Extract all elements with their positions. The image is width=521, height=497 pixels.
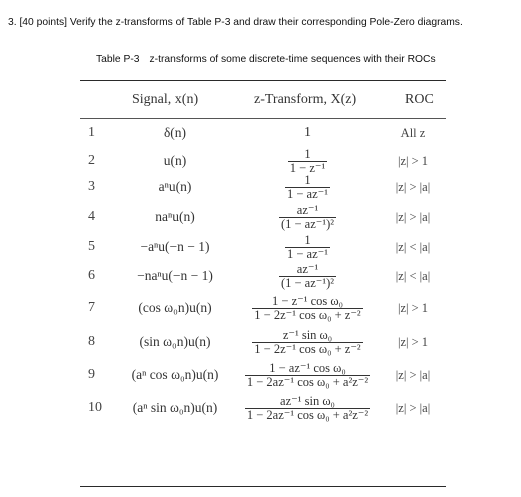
transform-denominator: 1 − 2z⁻¹ cos ω₀ + z⁻²	[254, 307, 361, 322]
transform-denominator: 1 − 2z⁻¹ cos ω₀ + z⁻²	[254, 341, 361, 356]
transform-denominator: (1 − az⁻¹)²	[280, 216, 335, 231]
signal-cell: (aⁿ cos ω₀n)u(n)	[131, 367, 219, 382]
transform-numerator: 1 − az⁻¹ cos ω₀	[269, 360, 346, 375]
roc-cell: |z| > 1	[397, 300, 429, 315]
transform-numerator: 1	[304, 232, 311, 247]
transform-fraction	[279, 263, 336, 290]
table-top-rule	[80, 80, 446, 81]
table-row	[80, 291, 446, 325]
transform-numerator: az⁻¹	[296, 202, 319, 217]
roc-cell: All z	[400, 125, 426, 140]
table-row	[80, 122, 446, 144]
transform-fraction	[285, 234, 330, 261]
transform-numerator: z⁻¹ sin ω₀	[282, 327, 333, 342]
transform-fraction	[245, 362, 370, 389]
row-number: 3	[88, 179, 95, 194]
transform-cell	[230, 202, 385, 232]
roc-cell: |z| > |a|	[395, 179, 431, 194]
signal-cell: naⁿu(n)	[155, 209, 195, 224]
signal-cell: (cos ω₀n)u(n)	[138, 300, 212, 315]
transform-fraction	[288, 148, 327, 175]
table-header-rule	[80, 118, 446, 119]
transform-cell	[230, 391, 385, 425]
transform-cell	[230, 325, 385, 359]
transform-cell	[230, 172, 385, 202]
roc-cell: |z| < |a|	[395, 239, 431, 254]
table-row	[80, 202, 446, 232]
transform-fraction	[279, 204, 336, 231]
transform-cell	[230, 232, 385, 262]
table-caption-text: z-transforms of some discrete-time sequences with their ROCs	[149, 54, 436, 65]
row-number: 7	[88, 300, 95, 315]
signal-cell: aⁿu(n)	[158, 179, 192, 194]
question-text: 3. [40 points] Verify the z-transforms of Table P-3 and draw their corresponding Pole-Zero diagrams.	[8, 17, 463, 28]
transform-cell	[230, 122, 385, 144]
transform-denominator: (1 − az⁻¹)²	[280, 275, 335, 290]
transform-fraction	[245, 395, 370, 422]
table-row	[80, 358, 446, 392]
transform-denominator: 1 − 2az⁻¹ cos ω₀ + a²z⁻²	[246, 407, 369, 422]
roc-cell: |z| > 1	[397, 153, 429, 168]
transform-numerator: az⁻¹ sin ω₀	[280, 393, 335, 408]
header-roc: ROC	[405, 92, 434, 107]
signal-cell: −aⁿu(−n − 1)	[140, 239, 210, 254]
signal-cell: (sin ω₀n)u(n)	[139, 334, 211, 349]
transform-denominator: 1 − 2az⁻¹ cos ω₀ + a²z⁻²	[246, 374, 369, 389]
transform-fraction	[252, 329, 362, 356]
row-number: 5	[88, 239, 95, 254]
transform-fraction	[285, 174, 330, 201]
table-row	[80, 172, 446, 202]
transform-numerator: az⁻¹	[296, 261, 319, 276]
header-signal: Signal, x(n)	[132, 92, 199, 107]
table-row	[80, 325, 446, 359]
transform-cell	[230, 291, 385, 325]
table-row	[80, 261, 446, 291]
row-number: 1	[88, 125, 95, 140]
transform-denominator: 1 − z⁻¹	[289, 160, 326, 175]
row-number: 10	[88, 400, 102, 415]
row-number: 2	[88, 153, 95, 168]
roc-cell: |z| > 1	[397, 334, 429, 349]
header-transform: z-Transform, X(z)	[254, 92, 357, 107]
row-number: 9	[88, 367, 95, 382]
roc-cell: |z| < |a|	[395, 268, 431, 283]
roc-cell: |z| > |a|	[395, 209, 431, 224]
table-bottom-rule	[80, 486, 446, 487]
roc-cell: |z| > |a|	[395, 400, 431, 415]
transform-numerator: 1	[304, 172, 311, 187]
transform-cell	[230, 261, 385, 291]
transform-numerator: 1 − z⁻¹ cos ω₀	[272, 293, 343, 308]
row-number: 8	[88, 334, 95, 349]
transform-fraction	[252, 295, 362, 322]
transform-cell	[230, 358, 385, 392]
transform-denominator: 1 − az⁻¹	[287, 186, 328, 201]
signal-cell: δ(n)	[163, 125, 187, 140]
signal-cell: −naⁿu(−n − 1)	[137, 268, 213, 283]
table-caption-label: Table P-3	[96, 54, 140, 65]
row-number: 6	[88, 268, 95, 283]
transform-denominator: 1 − az⁻¹	[287, 246, 328, 261]
table-row	[80, 232, 446, 262]
table-row	[80, 391, 446, 425]
roc-cell: |z| > |a|	[395, 367, 431, 382]
transform-numerator: 1	[304, 146, 311, 161]
signal-cell: (aⁿ sin ω₀n)u(n)	[132, 400, 218, 415]
transform-value: 1	[304, 125, 311, 140]
row-number: 4	[88, 209, 95, 224]
table-caption	[96, 54, 436, 65]
signal-cell: u(n)	[163, 153, 187, 168]
